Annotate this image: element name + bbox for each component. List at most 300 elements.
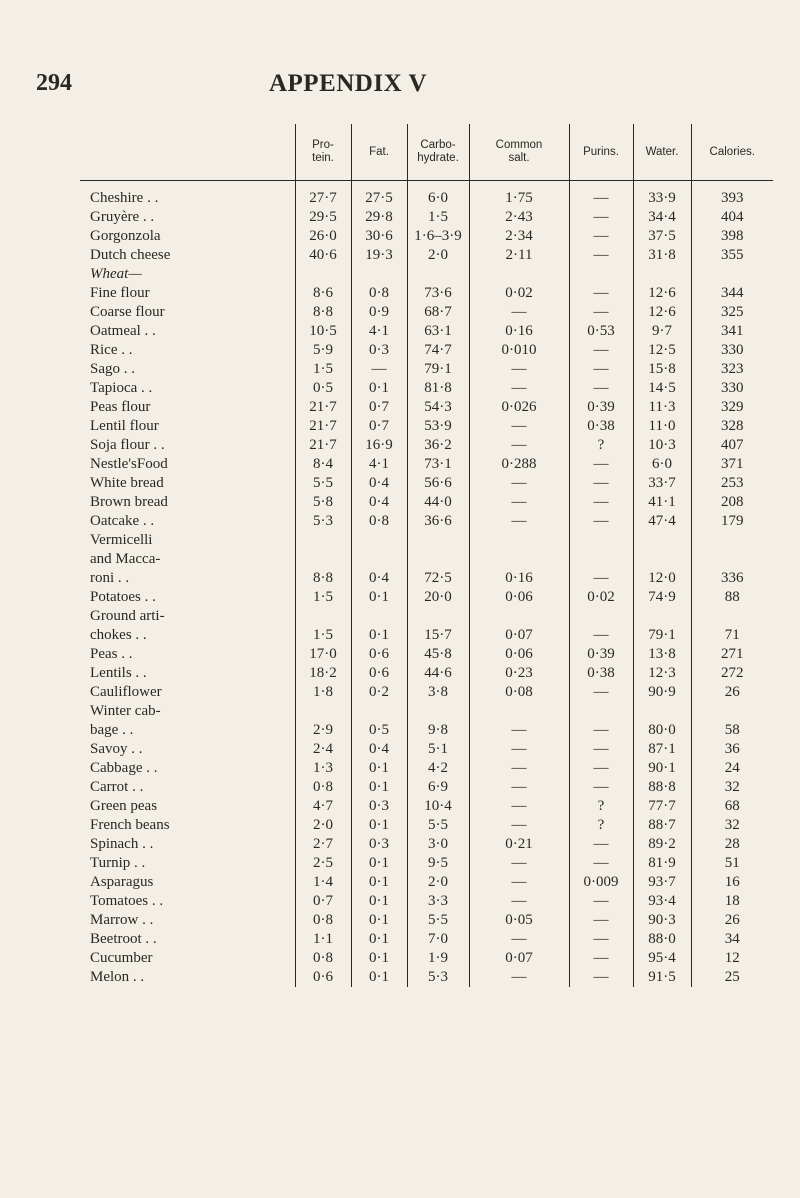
table-cell: 18·2 xyxy=(295,664,351,683)
table-cell: 0·6 xyxy=(351,664,407,683)
table-cell: 0·7 xyxy=(295,892,351,911)
table-cell: 27·5 xyxy=(351,189,407,208)
column-header: Fat. xyxy=(351,124,407,181)
table-cell: 5·5 xyxy=(407,816,469,835)
table-row xyxy=(80,322,773,341)
table-row xyxy=(80,246,773,265)
table-cell: 404 xyxy=(691,208,773,227)
table-cell: 16 xyxy=(691,873,773,892)
table-cell: 90·3 xyxy=(633,911,691,930)
table-cell: 51 xyxy=(691,854,773,873)
table-cell: — xyxy=(569,455,633,474)
table-cell: 0·07 xyxy=(469,607,569,645)
table-cell: 93·4 xyxy=(633,892,691,911)
table-cell: 5·8 xyxy=(295,493,351,512)
table-row xyxy=(80,512,773,531)
table-cell: ? xyxy=(569,436,633,455)
column-header: Water. xyxy=(633,124,691,181)
column-header: Carbo- hydrate. xyxy=(407,124,469,181)
table-row xyxy=(80,854,773,873)
table-cell: 2·0 xyxy=(407,246,469,265)
table-cell: 34·4 xyxy=(633,208,691,227)
table-cell: — xyxy=(569,968,633,987)
food-name: Ground arti- chokes . . xyxy=(90,608,165,643)
table-row xyxy=(80,740,773,759)
food-name: Potatoes . . xyxy=(90,589,156,605)
table-cell: 12 xyxy=(691,949,773,968)
table-row xyxy=(80,284,773,303)
table-cell: 398 xyxy=(691,227,773,246)
table-cell: 68·7 xyxy=(407,303,469,322)
spacer-cell xyxy=(633,181,691,190)
food-name: Beetroot . . xyxy=(90,931,157,947)
table-cell: 77·7 xyxy=(633,797,691,816)
food-name: Cucumber xyxy=(90,950,153,966)
table-cell: 5·1 xyxy=(407,740,469,759)
table-cell: 8·4 xyxy=(295,455,351,474)
food-name: French beans xyxy=(90,817,170,833)
table-cell: 1·75 xyxy=(469,189,569,208)
table-cell: 2·11 xyxy=(469,246,569,265)
table-cell: 71 xyxy=(691,607,773,645)
food-name: Lentil flour xyxy=(90,418,159,434)
table-cell xyxy=(407,265,469,284)
table-cell: 0·1 xyxy=(351,759,407,778)
food-name: Fine flour xyxy=(90,285,150,301)
table-cell: 30·6 xyxy=(351,227,407,246)
table-cell: 0·009 xyxy=(569,873,633,892)
table-cell: — xyxy=(469,493,569,512)
food-name: Rice . . xyxy=(90,342,133,358)
table-cell: 0·06 xyxy=(469,588,569,607)
table-row xyxy=(80,949,773,968)
table-cell: 208 xyxy=(691,493,773,512)
table-cell: — xyxy=(469,303,569,322)
food-name: Marrow . . xyxy=(90,912,154,928)
table-cell: — xyxy=(469,968,569,987)
table-cell: 88·7 xyxy=(633,816,691,835)
table-cell: 29·5 xyxy=(295,208,351,227)
table-cell: 0·8 xyxy=(351,512,407,531)
table-cell: ? xyxy=(569,816,633,835)
table-cell: 0·07 xyxy=(469,949,569,968)
table-cell: 0·5 xyxy=(351,702,407,740)
table-cell: 0·8 xyxy=(295,911,351,930)
table-row xyxy=(80,683,773,702)
table-cell: 0·9 xyxy=(351,303,407,322)
table-cell: 330 xyxy=(691,341,773,360)
table-spacer xyxy=(80,181,773,190)
table-row xyxy=(80,797,773,816)
table-cell: 253 xyxy=(691,474,773,493)
food-name: Wheat— xyxy=(90,266,142,282)
spacer-cell xyxy=(80,181,295,190)
table-row xyxy=(80,759,773,778)
table-row xyxy=(80,436,773,455)
table-row xyxy=(80,455,773,474)
table-cell: 90·1 xyxy=(633,759,691,778)
table-cell: — xyxy=(469,436,569,455)
table-cell: — xyxy=(569,189,633,208)
table-cell: — xyxy=(469,740,569,759)
table-cell: 91·5 xyxy=(633,968,691,987)
table-row xyxy=(80,379,773,398)
table-cell: — xyxy=(569,379,633,398)
table-cell: 26 xyxy=(691,911,773,930)
table-cell: 36·2 xyxy=(407,436,469,455)
spacer-cell xyxy=(351,181,407,190)
table-cell: 36·6 xyxy=(407,512,469,531)
table-cell: 330 xyxy=(691,379,773,398)
table-row xyxy=(80,360,773,379)
table-cell: 90·9 xyxy=(633,683,691,702)
table-cell xyxy=(295,265,351,284)
table-row xyxy=(80,588,773,607)
table-cell: 0·1 xyxy=(351,968,407,987)
table-cell: — xyxy=(569,341,633,360)
table-cell: 2·9 xyxy=(295,702,351,740)
table-cell: 0·16 xyxy=(469,322,569,341)
table-cell: 0·08 xyxy=(469,683,569,702)
table-cell: 88·0 xyxy=(633,930,691,949)
table-cell: 6·0 xyxy=(407,189,469,208)
column-header: Common salt. xyxy=(469,124,569,181)
food-name: Turnip . . xyxy=(90,855,146,871)
table-cell: 0·026 xyxy=(469,398,569,417)
table-cell: 341 xyxy=(691,322,773,341)
table-cell: — xyxy=(569,208,633,227)
table-row xyxy=(80,702,773,740)
table-cell: — xyxy=(469,854,569,873)
table-cell: 1·1 xyxy=(295,930,351,949)
table-cell: 4·7 xyxy=(295,797,351,816)
table-cell: 355 xyxy=(691,246,773,265)
page-title: APPENDIX V xyxy=(268,70,427,97)
table-cell: 2·4 xyxy=(295,740,351,759)
table-cell: 10·3 xyxy=(633,436,691,455)
table-cell: 0·38 xyxy=(569,664,633,683)
table-cell: 1·8 xyxy=(295,683,351,702)
page-number: 294 xyxy=(36,70,72,96)
table-cell: 0·6 xyxy=(295,968,351,987)
table-cell: 8·8 xyxy=(295,303,351,322)
table-cell: 371 xyxy=(691,455,773,474)
table-cell: 11·3 xyxy=(633,398,691,417)
table-cell: 15·7 xyxy=(407,607,469,645)
table-cell: 3·8 xyxy=(407,683,469,702)
table-cell: 28 xyxy=(691,835,773,854)
table-cell: — xyxy=(569,702,633,740)
table-cell: 1·5 xyxy=(407,208,469,227)
food-name: Spinach . . xyxy=(90,836,154,852)
table-cell: — xyxy=(569,493,633,512)
table-cell: 1·4 xyxy=(295,873,351,892)
spacer-cell xyxy=(407,181,469,190)
page-header xyxy=(36,70,660,110)
table-cell: 9·7 xyxy=(633,322,691,341)
table-cell: 56·6 xyxy=(407,474,469,493)
table-row xyxy=(80,474,773,493)
table-cell: 0·1 xyxy=(351,816,407,835)
table-header xyxy=(80,124,773,181)
table-cell: — xyxy=(569,778,633,797)
table-cell: 20·0 xyxy=(407,588,469,607)
table-cell: 19·3 xyxy=(351,246,407,265)
table-cell: ? xyxy=(569,797,633,816)
food-name: Tapioca . . xyxy=(90,380,153,396)
table-row xyxy=(80,873,773,892)
table-cell: 44·0 xyxy=(407,493,469,512)
table-cell: 45·8 xyxy=(407,645,469,664)
column-header xyxy=(80,124,295,181)
table-row xyxy=(80,892,773,911)
table-cell: 81·8 xyxy=(407,379,469,398)
table-row xyxy=(80,398,773,417)
table-cell: 0·21 xyxy=(469,835,569,854)
table-cell: 0·1 xyxy=(351,911,407,930)
table-cell: 88 xyxy=(691,588,773,607)
food-name: Cabbage . . xyxy=(90,760,158,776)
table-cell: 393 xyxy=(691,189,773,208)
table-row xyxy=(80,303,773,322)
table-cell: 87·1 xyxy=(633,740,691,759)
table-cell: 5·5 xyxy=(295,474,351,493)
table-cell: 0·53 xyxy=(569,322,633,341)
table-cell: 0·4 xyxy=(351,493,407,512)
food-name: Gruyère . . xyxy=(90,209,155,225)
food-name: Cheshire . . xyxy=(90,190,159,206)
food-name: Peas . . xyxy=(90,646,133,662)
table-cell xyxy=(633,265,691,284)
table-cell: 9·8 xyxy=(407,702,469,740)
table-cell: 32 xyxy=(691,816,773,835)
table-cell: 7·0 xyxy=(407,930,469,949)
table-cell: 13·8 xyxy=(633,645,691,664)
food-name: Sago . . xyxy=(90,361,135,377)
table-cell: 0·3 xyxy=(351,341,407,360)
food-name: Gorgonzola xyxy=(90,228,161,244)
table-row xyxy=(80,208,773,227)
table-cell: 93·7 xyxy=(633,873,691,892)
table-row xyxy=(80,607,773,645)
table-cell: 21·7 xyxy=(295,398,351,417)
table-cell: 8·8 xyxy=(295,531,351,588)
table-cell: 89·2 xyxy=(633,835,691,854)
table-cell: 10·4 xyxy=(407,797,469,816)
table-cell: 2·43 xyxy=(469,208,569,227)
table-cell: 4·1 xyxy=(351,455,407,474)
table-cell: — xyxy=(569,683,633,702)
table-row xyxy=(80,341,773,360)
table-row xyxy=(80,968,773,987)
table-cell: 34 xyxy=(691,930,773,949)
table-cell: 1·5 xyxy=(295,607,351,645)
table-cell: 0·06 xyxy=(469,645,569,664)
table-cell: — xyxy=(569,284,633,303)
food-name: Carrot . . xyxy=(90,779,144,795)
column-header: Purins. xyxy=(569,124,633,181)
food-name: Oatmeal . . xyxy=(90,323,156,339)
table-cell: 88·8 xyxy=(633,778,691,797)
table-cell: 4·1 xyxy=(351,322,407,341)
table-cell: 0·8 xyxy=(351,284,407,303)
table-cell: 0·7 xyxy=(351,398,407,417)
table-cell: 31·8 xyxy=(633,246,691,265)
table-cell: 24 xyxy=(691,759,773,778)
table-cell: 0·4 xyxy=(351,474,407,493)
table-cell: 407 xyxy=(691,436,773,455)
table-cell: 0·02 xyxy=(469,284,569,303)
table-cell: — xyxy=(469,930,569,949)
table-row xyxy=(80,645,773,664)
table-cell: 0·1 xyxy=(351,588,407,607)
table-cell: 0·6 xyxy=(351,645,407,664)
table-cell: 79·1 xyxy=(407,360,469,379)
table-cell: 325 xyxy=(691,303,773,322)
food-name: Asparagus xyxy=(90,874,154,890)
table-cell: — xyxy=(469,702,569,740)
table-cell: 33·7 xyxy=(633,474,691,493)
table-cell: 5·3 xyxy=(407,968,469,987)
table-cell: 26 xyxy=(691,683,773,702)
table-cell: 12·0 xyxy=(633,531,691,588)
table-cell: 21·7 xyxy=(295,436,351,455)
table-cell: 1·9 xyxy=(407,949,469,968)
table-cell: 74·9 xyxy=(633,588,691,607)
table-cell: 3·0 xyxy=(407,835,469,854)
table-cell: 9·5 xyxy=(407,854,469,873)
column-header: Calories. xyxy=(691,124,773,181)
table-row xyxy=(80,227,773,246)
table-cell: 80·0 xyxy=(633,702,691,740)
table-cell: — xyxy=(569,531,633,588)
table-cell: 0·8 xyxy=(295,778,351,797)
table-cell: 6·9 xyxy=(407,778,469,797)
table-cell: 0·02 xyxy=(569,588,633,607)
table-cell xyxy=(691,265,773,284)
spacer-cell xyxy=(295,181,351,190)
table-row xyxy=(80,417,773,436)
food-name: Winter cab- bage . . xyxy=(90,703,161,738)
table-cell: 95·4 xyxy=(633,949,691,968)
table-cell: 179 xyxy=(691,512,773,531)
table-cell: 6·0 xyxy=(633,455,691,474)
table-cell: 1·6–3·9 xyxy=(407,227,469,246)
table-cell: 12·6 xyxy=(633,284,691,303)
table-cell: — xyxy=(569,246,633,265)
table-cell: 10·5 xyxy=(295,322,351,341)
table-body xyxy=(80,181,773,988)
table-cell: 40·6 xyxy=(295,246,351,265)
table-cell: — xyxy=(569,949,633,968)
table-cell: 0·1 xyxy=(351,778,407,797)
table-cell: — xyxy=(569,759,633,778)
spacer-cell xyxy=(469,181,569,190)
spacer-cell xyxy=(569,181,633,190)
table-cell: — xyxy=(569,607,633,645)
table-row xyxy=(80,778,773,797)
table-cell: 2·7 xyxy=(295,835,351,854)
table-cell: 0·010 xyxy=(469,341,569,360)
table-cell: 12·6 xyxy=(633,303,691,322)
table-cell: 0·1 xyxy=(351,892,407,911)
food-name: Savoy . . xyxy=(90,741,143,757)
table-cell: 5·3 xyxy=(295,512,351,531)
table-cell: — xyxy=(569,854,633,873)
table-cell: 0·39 xyxy=(569,645,633,664)
table-cell: 0·1 xyxy=(351,854,407,873)
table-cell: 44·6 xyxy=(407,664,469,683)
table-cell: 74·7 xyxy=(407,341,469,360)
table-cell: 47·4 xyxy=(633,512,691,531)
table-cell: 29·8 xyxy=(351,208,407,227)
table-cell: 5·5 xyxy=(407,911,469,930)
table-cell: — xyxy=(569,911,633,930)
table-cell: 0·8 xyxy=(295,949,351,968)
table-cell: 0·39 xyxy=(569,398,633,417)
spacer-cell xyxy=(691,181,773,190)
table-cell: — xyxy=(569,227,633,246)
table-cell xyxy=(469,265,569,284)
table-cell: 0·1 xyxy=(351,379,407,398)
table-cell: — xyxy=(569,740,633,759)
table-cell: — xyxy=(569,930,633,949)
table-cell: 37·5 xyxy=(633,227,691,246)
table-cell: — xyxy=(469,892,569,911)
table-cell: 2·0 xyxy=(295,816,351,835)
table-cell: 328 xyxy=(691,417,773,436)
table-row xyxy=(80,911,773,930)
table-cell: 72·5 xyxy=(407,531,469,588)
table-row xyxy=(80,531,773,588)
table-cell: 27·7 xyxy=(295,189,351,208)
table-cell: 0·16 xyxy=(469,531,569,588)
table-cell: 0·1 xyxy=(351,930,407,949)
table-cell: 54·3 xyxy=(407,398,469,417)
table-cell: 0·7 xyxy=(351,417,407,436)
table-cell: 2·0 xyxy=(407,873,469,892)
table-cell: 11·0 xyxy=(633,417,691,436)
table-cell: 0·3 xyxy=(351,797,407,816)
table-row xyxy=(80,493,773,512)
table-cell: 329 xyxy=(691,398,773,417)
food-name: Vermicelli and Macca- roni . . xyxy=(90,532,161,586)
table-cell: — xyxy=(569,303,633,322)
table-cell: — xyxy=(469,360,569,379)
table-cell xyxy=(569,265,633,284)
food-name: Lentils . . xyxy=(90,665,147,681)
table-cell: — xyxy=(569,892,633,911)
table-cell: 25 xyxy=(691,968,773,987)
table-cell: 63·1 xyxy=(407,322,469,341)
food-name: Nestle'sFood xyxy=(90,456,168,472)
table-cell: 18 xyxy=(691,892,773,911)
table-cell: 323 xyxy=(691,360,773,379)
table-cell: 1·5 xyxy=(295,360,351,379)
table-row xyxy=(80,816,773,835)
table-cell: 0·23 xyxy=(469,664,569,683)
food-name: Green peas xyxy=(90,798,158,814)
table-cell: — xyxy=(469,778,569,797)
table-cell: 336 xyxy=(691,531,773,588)
table-cell: 0·1 xyxy=(351,949,407,968)
food-name: Dutch cheese xyxy=(90,247,171,263)
table-cell: 0·2 xyxy=(351,683,407,702)
table-cell: 58 xyxy=(691,702,773,740)
table-cell: 16·9 xyxy=(351,436,407,455)
table-cell: — xyxy=(569,360,633,379)
column-header: Pro- tein. xyxy=(295,124,351,181)
